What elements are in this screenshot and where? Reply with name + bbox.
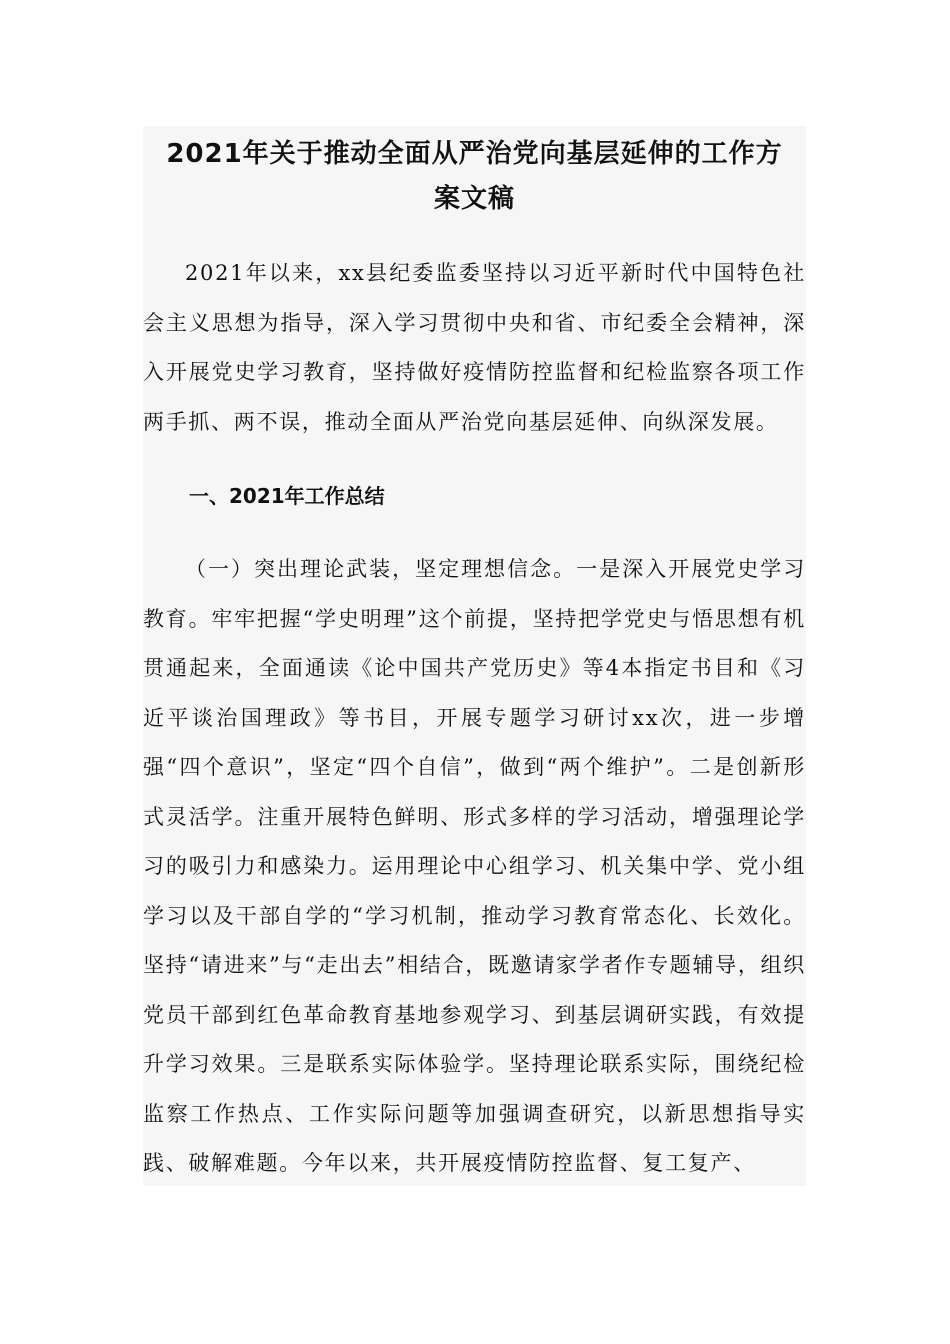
title-line-2: 案文稿 [433, 184, 515, 214]
body-paragraph: （一）突出理论武装，坚定理想信念。一是深入开展党史学习教育。牢牢把握“学史明理”这个前提，坚持把学党史与悟思想有机贯通起来，全面通读《论中国共产党历史》等4本指定书目和《习近平谈治国理政》等书目，开展专题学习研讨xx次，进一步增强“四个意识”，坚定“四个自信”，做到“两个维护”。二是创新形式灵活学。注重开展特色鲜明、形式多样的学习活动，增强理论学习的吸引力和感染力。运用理论中心组学习、机关集中学、党小组学习以及干部自学的“学习机制，推动学习教育常态化、长效化。坚持“请进来”与“走出去”相结合，既邀请家学者作专题辅导，组织党员干部到红色革命教育基地参观学习、到基层调研实践，有效提升学习效果。三是联系实际体验学。坚持理论联系实际，围绕纪检监察工作热点、工作实际问题等加强调查研究，以新思想指导实践、破解难题。今年以来，共开展疫情防控监督、复工复产、 [143, 557, 806, 1175]
intro-paragraph: 2021年以来，xx县纪委监委坚持以习近平新时代中国特色社会主义思想为指导，深入学习贯彻中央和省、市纪委全会精神，深入开展党史学习教育，坚持做好疫情防控监督和纪检监察各项工作两手抓、两不误，推动全面从严治党向基层延伸、向纵深发展。 [143, 261, 806, 434]
section-heading: 一、2021年工作总结 [189, 484, 385, 508]
document-title [143, 132, 806, 222]
document-body [143, 126, 806, 1186]
title-line-1: 2021年关于推动全面从严治党向基层延伸的工作方 [166, 139, 783, 169]
